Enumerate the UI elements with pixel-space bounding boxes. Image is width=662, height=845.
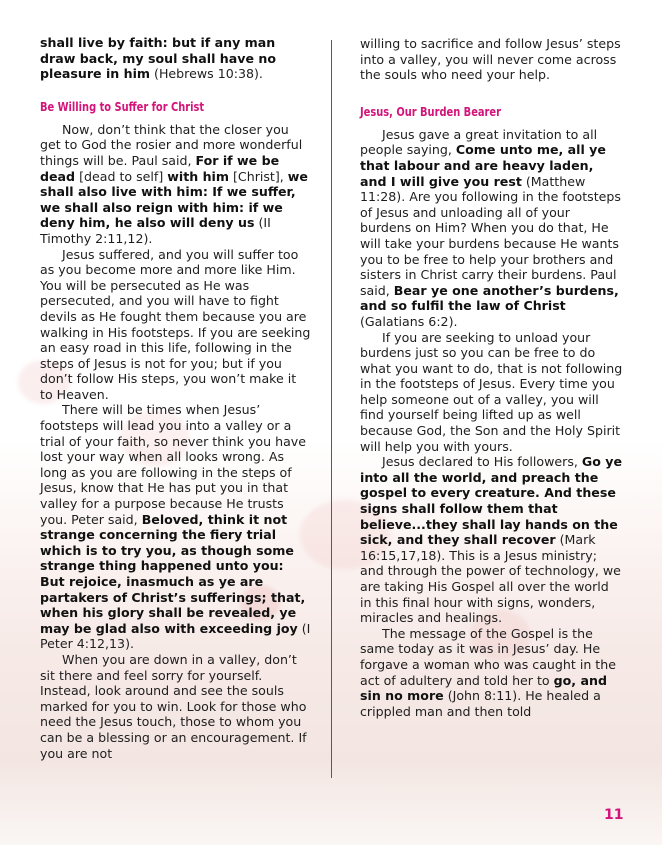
column-divider bbox=[331, 40, 332, 778]
text: Jesus declared to His followers, bbox=[382, 454, 582, 470]
text: [Christ], bbox=[229, 168, 288, 184]
citation: (Galatians 6:2). bbox=[360, 313, 458, 329]
paragraph bbox=[40, 35, 312, 82]
scripture-quote: Beloved, think it not strange concerning the fiery trial which is to try you, as though some strange thing happened unto you: But rejoice, inasmuch as ye are partakers of Christ’s sufferings; that, when his glory shall be revealed, ye may be glad also with exceeding joy bbox=[40, 511, 306, 636]
scripture-quote: we shall also live with him: If we suffer, we shall also reign with him: if we deny him, he also will deny us bbox=[40, 168, 308, 231]
text: (Mark 16:15,17,18). This is a Jesus ministry; and through the power of technology, we are taking His Gospel all over the world in this final hour with signs, wonders, miracles and healings. bbox=[360, 532, 621, 626]
paragraph bbox=[360, 454, 624, 626]
scripture-quote: go, and sin no more bbox=[360, 672, 607, 704]
citation: (I Peter 4:12,13). bbox=[40, 620, 311, 652]
citation: (II Timothy 2:11,12). bbox=[40, 215, 271, 246]
text: (Matthew 11:28). Are you following in the footsteps of Jesus and unloading all of your burdens on Him? When you do that, He will take your burdens because He wants you to be free to help your brothers and sisters in Christ carry their burdens. Paul said, bbox=[360, 173, 621, 298]
paragraph bbox=[40, 402, 312, 652]
text: The message of the Gospel is the same today as it was in Jesus’ day. He forgave a woman who was caught in the act of adultery and told her to bbox=[360, 625, 616, 688]
scripture-quote: Go ye into all the world, and preach the gospel to every creature. And these signs shall follow them that believe...they shall lay hands on the sick, and they shall recover bbox=[360, 454, 623, 548]
scripture-quote: Bear ye one another’s burdens, and so fulfil the law of Christ bbox=[360, 282, 619, 314]
section-heading: Jesus, Our Burden Bearer bbox=[360, 104, 501, 119]
text: [dead to self] bbox=[75, 168, 168, 184]
section-heading: Be Willing to Suffer for Christ bbox=[40, 99, 205, 114]
paragraph: When you are down in a valley, don’t sit there and feel sorry for yourself. Instead, look around and see the souls marked for you to win. Look for those who need the Jesus touch, those to whom you can be a blessing or an encouragement. If you are not bbox=[40, 651, 307, 761]
text: Jesus gave a great invitation to all people saying, bbox=[360, 126, 598, 158]
text: (John 8:11). He healed a crippled man and then told bbox=[360, 688, 601, 719]
paragraph bbox=[360, 127, 624, 330]
paragraph: willing to sacrifice and follow Jesus’ steps into a valley, you will never come across the souls who need your help. bbox=[360, 36, 621, 83]
citation: (Hebrews 10:38). bbox=[150, 66, 263, 82]
right-column bbox=[360, 36, 624, 719]
scripture-quote: For if we be dead bbox=[40, 152, 280, 184]
page-number: 11 bbox=[604, 807, 624, 823]
paragraph bbox=[40, 122, 312, 247]
scripture-quote: Come unto me, all ye that labour and are heavy laden, and I will give you rest bbox=[360, 142, 606, 189]
left-column bbox=[40, 35, 312, 761]
scripture-quote: with him bbox=[167, 168, 229, 184]
paragraph bbox=[360, 626, 624, 720]
text: There will be times when Jesus’ footsteps will lead you into a valley or a trial of your faith, so never think you have lost your way when all looks wrong. As long as you are following in the steps of Jesus, know that He has put you in that valley for a purpose because He trusts you. Peter said, bbox=[40, 402, 306, 527]
scripture-quote: shall live by faith: but if any man draw back, my soul shall have no pleasure in him bbox=[40, 35, 276, 82]
paragraph: Jesus suffered, and you will suffer too as you become more and more like Him. You will be persecuted as He was persecuted, and you will have to fight devils as He fought them because you are walking in His footsteps. If you are seeking an easy road in this life, following in the steps of Jesus is not for you; but if you don’t follow His steps, you won’t make it to Heaven. bbox=[40, 246, 311, 402]
text: Now, don’t think that the closer you get to God the rosier and more wonderful things will be. Paul said, bbox=[40, 121, 303, 168]
paragraph: If you are seeking to unload your burdens just so you can be free to do what you want to do, that is not following in the footsteps of Jesus. Every time you help someone out of a valley, you will find yourself being lifted up as well because God, the Son and the Holy Spirit will help you with yours. bbox=[360, 329, 623, 454]
